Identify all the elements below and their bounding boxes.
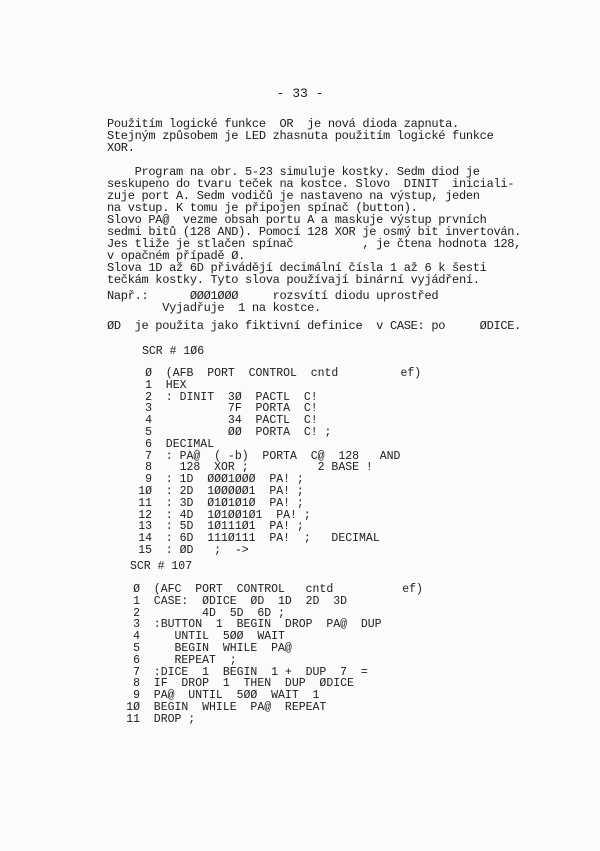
line-number: Ø bbox=[145, 367, 152, 380]
paragraph-line: tečkám kostky. Tyto slova používají binární vyjádření. bbox=[107, 273, 480, 287]
line-number: 15 bbox=[138, 544, 152, 557]
paragraph-line: Stejným způsobem je LED zhasnuta použitím logické funkce bbox=[107, 129, 494, 143]
code-text: BEGIN WHILE PA@ bbox=[140, 642, 292, 655]
paragraph-line: sedmi bitů (128 AND). Pomocí 128 XOR je osmý bit invertován. bbox=[107, 225, 522, 239]
code-text: : DINIT 3Ø PACTL C! bbox=[152, 390, 318, 404]
code-text: : 2D 1ØØØØØ1 PA! ; bbox=[152, 485, 304, 498]
code-text: : 4D 1Ø1ØØ1Ø1 PA! ; bbox=[152, 508, 311, 522]
line-number: 9 bbox=[145, 473, 152, 487]
code-text: ØØ PORTA C! ; bbox=[152, 426, 332, 439]
line-number: 5 bbox=[145, 426, 152, 439]
code-text: UNTIL 5ØØ WAIT bbox=[140, 630, 285, 644]
line-number: 5 bbox=[133, 642, 140, 655]
paragraph-line: Program na obr. 5-23 simuluje kostky. Sedm diod je bbox=[107, 165, 480, 179]
code-text: 128 XOR ; 2 BASE ! bbox=[152, 461, 373, 475]
line-number: 12 bbox=[138, 508, 152, 522]
paragraph-line: v opačném případě Ø. bbox=[107, 249, 246, 263]
line-number: 3 bbox=[133, 618, 140, 632]
line-number: 2 bbox=[133, 606, 140, 620]
line-number: 9 bbox=[133, 689, 140, 703]
code-text: (AFB PORT CONTROL cntd ef) bbox=[152, 367, 422, 380]
code-text: : PA@ ( -b) PORTA C@ 128 AND bbox=[152, 449, 401, 463]
code-text: REPEAT ; bbox=[140, 653, 237, 667]
line-number: 4 bbox=[145, 414, 152, 428]
paragraph-line: na vstup. K tomu je připojen spínač (button). bbox=[107, 201, 418, 215]
code-text: (AFC PORT CONTROL cntd ef) bbox=[140, 583, 423, 596]
line-number: 14 bbox=[138, 532, 152, 546]
line-number: 4 bbox=[133, 630, 140, 644]
code-text: :BUTTON 1 BEGIN DROP PA@ DUP bbox=[140, 618, 382, 632]
code-text: CASE: ØDICE ØD 1D 2D 3D bbox=[140, 594, 348, 608]
line-number: 1 bbox=[133, 594, 140, 608]
screen-title: SCR # 1Ø6 bbox=[142, 345, 205, 358]
code-text: 7F PORTA C! bbox=[152, 402, 318, 416]
code-text: : 5D 1Ø111Ø1 PA! ; bbox=[152, 520, 304, 534]
line-number: 13 bbox=[138, 520, 152, 534]
line-number: 8 bbox=[145, 461, 152, 475]
code-text: HEX bbox=[152, 378, 187, 392]
paragraph-line: ØD je použita jako fiktivní definice v CASE: po ØDICE. bbox=[107, 319, 522, 333]
paragraph-line: zuje port A. Sedm vodičů je nastaveno na výstup, jeden bbox=[107, 189, 480, 203]
paragraph-line: Vyjadřuje 1 na kostce. bbox=[107, 301, 321, 315]
code-text: 4D 5D 6D ; bbox=[140, 606, 285, 620]
code-text: PA@ UNTIL 5ØØ WAIT 1 bbox=[140, 689, 320, 703]
code-text: IF DROP 1 THEN DUP ØDICE bbox=[140, 677, 354, 691]
code-text: : 6D 111Ø111 PA! ; DECIMAL bbox=[152, 532, 380, 546]
line-number: 1Ø bbox=[126, 701, 140, 714]
line-number: 1 bbox=[145, 378, 152, 392]
code-text: BEGIN WHILE PA@ REPEAT bbox=[140, 701, 327, 714]
screen-title: SCR # 107 bbox=[130, 560, 193, 573]
paragraph-line: Např.: ØØØ1ØØØ rozsvítí diodu uprostřed bbox=[107, 289, 439, 303]
line-number: 1Ø bbox=[138, 485, 152, 498]
line-number: 7 bbox=[145, 449, 152, 463]
line-number: 11 bbox=[138, 496, 152, 510]
paragraph-line: Použitím logické funkce OR je nová dioda zapnuta. bbox=[107, 117, 459, 131]
line-number: 11 bbox=[126, 712, 140, 726]
paragraph-line: Slovo PA@ vezme obsah portu A a maskuje výstup prvních bbox=[107, 213, 487, 227]
paragraph-line: Jes tliže je stlačen spínač , je čtena hodnota 128, bbox=[107, 237, 522, 251]
paragraph-line: Slova 1D až 6D přivádějí decimální čísla 1 až 6 k šesti bbox=[107, 261, 487, 275]
line-number: 6 bbox=[145, 437, 152, 451]
paragraph-line: seskupeno do tvaru teček na kostce. Slovo DINIT iniciali- bbox=[107, 177, 515, 191]
line-number: 8 bbox=[133, 677, 140, 691]
code-text: DECIMAL bbox=[152, 437, 215, 451]
line-number: 3 bbox=[145, 402, 152, 416]
code-text: 34 PACTL C! bbox=[152, 414, 318, 428]
line-number: 2 bbox=[145, 390, 152, 404]
code-text: DROP ; bbox=[140, 712, 196, 726]
line-number: 6 bbox=[133, 653, 140, 667]
code-text: :DICE 1 BEGIN 1 + DUP 7 = bbox=[140, 665, 368, 679]
line-number: 7 bbox=[133, 665, 140, 679]
code-text: : ØD ; -> bbox=[152, 544, 249, 557]
paragraph-line: XOR. bbox=[107, 141, 135, 155]
code-text: : 3D Ø1Ø1Ø1Ø PA! ; bbox=[152, 496, 304, 510]
code-text: : 1D ØØØ1ØØØ PA! ; bbox=[152, 473, 304, 487]
line-number: Ø bbox=[133, 583, 140, 596]
page-number: - 33 - bbox=[276, 86, 324, 101]
